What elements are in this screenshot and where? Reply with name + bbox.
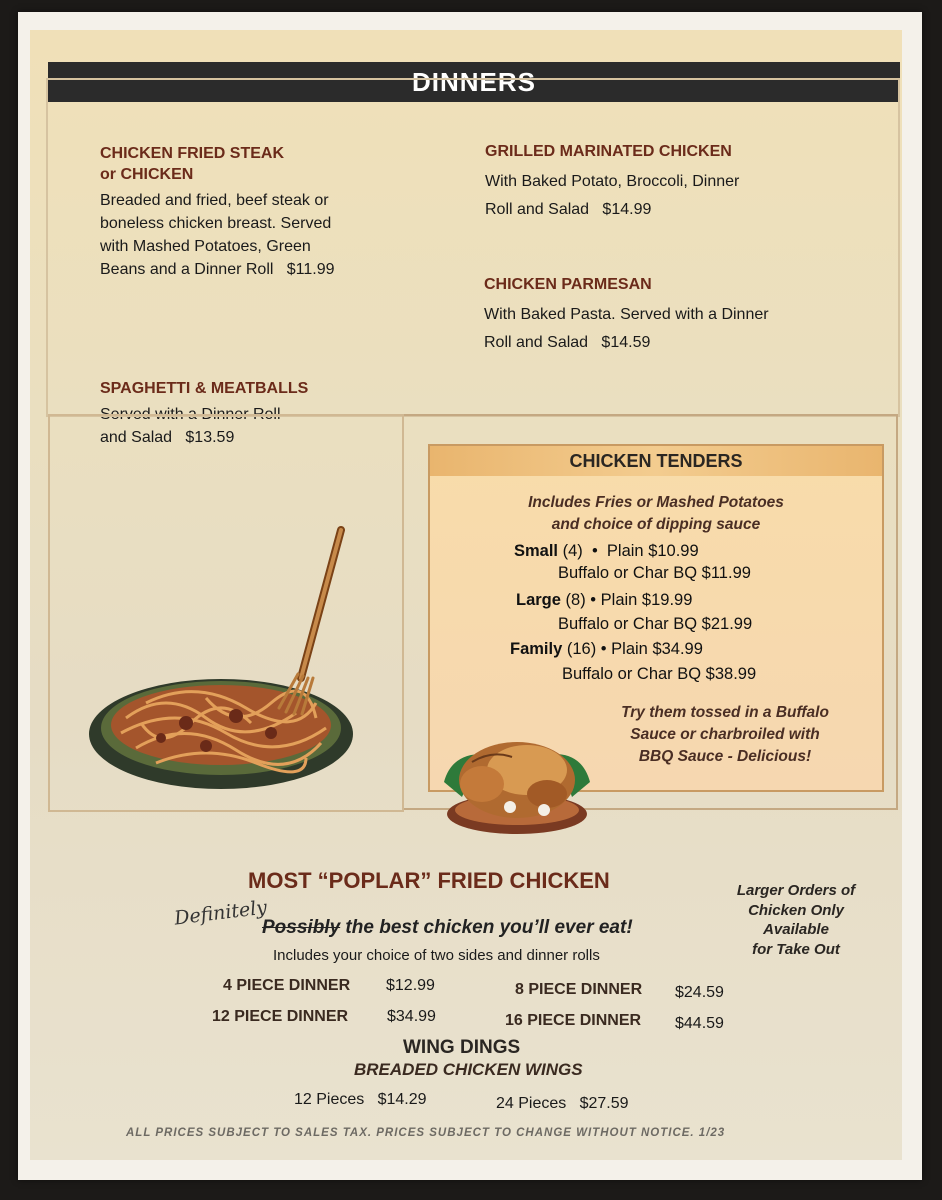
menu-sheet [30, 30, 902, 1160]
plain-price: Plain $19.99 [600, 591, 693, 609]
dinner-name: 4 PIECE DINNER [223, 977, 351, 994]
fried-chicken-includes: Includes your choice of two sides and dinner rolls [273, 947, 600, 964]
size-large-buffalo: Buffalo or Char BQ $21.99 [558, 615, 753, 633]
dish-name-line: CHICKEN FRIED STEAK [100, 145, 285, 162]
larger-orders-note [716, 881, 876, 959]
plain-price: Plain $34.99 [611, 640, 703, 658]
dish-price: $14.59 [601, 334, 651, 351]
desc-line: With Baked Potato, Broccoli, Dinner [485, 173, 740, 190]
footer-disclaimer: ALL PRICES SUBJECT TO SALES TAX. PRICES SUBJECT TO CHANGE WITHOUT NOTICE. 1/23 [126, 1127, 726, 1139]
top-frame [46, 78, 900, 417]
page-title: DINNERS [48, 62, 900, 102]
try-line: Sauce or charbroiled with [630, 726, 820, 743]
note-line: Available [763, 921, 829, 938]
tenders-try [580, 702, 870, 768]
dinner-price: $44.59 [675, 1015, 724, 1032]
dish-name: GRILLED MARINATED CHICKEN [485, 143, 732, 160]
desc-text: Roll and Salad [484, 334, 589, 351]
dish-price: $11.99 [286, 261, 335, 278]
size-family-buffalo: Buffalo or Char BQ $38.99 [562, 665, 757, 683]
note-line: Larger Orders of [736, 882, 856, 899]
size-count: (8) [565, 591, 586, 609]
desc-line: boneless chicken breast. Served [100, 215, 332, 232]
dinner-name: 8 PIECE DINNER [515, 981, 643, 998]
tenders-includes [430, 492, 882, 536]
dish-name: CHICKEN PARMESAN [484, 276, 652, 293]
wings-label: 12 Pieces [294, 1091, 365, 1108]
tagline-text: the best chicken you’ll ever eat! [340, 917, 633, 938]
struck-word: Possibly [262, 917, 341, 938]
wings-subtitle: BREADED CHICKEN WINGS [354, 1060, 583, 1079]
desc-line: with Mashed Potatoes, Green [100, 238, 311, 255]
desc-line: With Baked Pasta. Served with a Dinner [484, 306, 769, 323]
wings-price: $14.29 [377, 1091, 427, 1108]
dinner-price: $24.59 [675, 984, 724, 1001]
desc-text: Beans and a Dinner Roll [100, 261, 274, 278]
tenders-title: CHICKEN TENDERS [430, 446, 882, 476]
wings-option [294, 1091, 427, 1109]
wings-title: WING DINGS [403, 1037, 521, 1058]
includes-line: Includes Fries or Mashed Potatoes [528, 494, 784, 511]
wings-price: $27.59 [579, 1095, 629, 1112]
size-label: Large [516, 591, 561, 609]
spaghetti-plate-icon [86, 518, 366, 798]
size-family: Family (16) • Plain $34.99 [510, 640, 703, 658]
size-label: Small [514, 542, 559, 560]
desc-line: Breaded and fried, beef steak or [100, 192, 329, 209]
note-line: Chicken Only [748, 901, 844, 919]
size-count: (4) [562, 542, 583, 560]
try-line: BBQ Sauce - Delicious! [638, 748, 812, 765]
tagline [262, 917, 633, 939]
dish-name: SPAGHETTI & MEATBALLS [100, 380, 309, 397]
dinner-name: 16 PIECE DINNER [505, 1012, 642, 1029]
size-small: Small (4) • Plain $10.99 [514, 542, 699, 560]
wings-option [496, 1095, 629, 1113]
desc-text: Roll and Salad [485, 201, 590, 218]
dish-price: $13.59 [185, 429, 235, 446]
fried-chicken-title: MOST “POPLAR” FRIED CHICKEN [248, 868, 610, 893]
try-line: Try them tossed in a Buffalo [621, 704, 829, 721]
includes-line: and choice of dipping sauce [551, 516, 761, 533]
size-label: Family [510, 640, 563, 658]
size-large: Large (8) • Plain $19.99 [516, 591, 693, 609]
size-small-buffalo: Buffalo or Char BQ $11.99 [558, 564, 751, 582]
roast-chicken-icon [432, 702, 602, 842]
size-count: (16) [566, 640, 597, 658]
desc-line: Served with a Dinner Roll [100, 406, 281, 423]
dinner-name: 12 PIECE DINNER [212, 1008, 349, 1025]
dish-price: $14.99 [602, 201, 652, 218]
handwritten-definitely: Definitely [173, 896, 269, 930]
desc-text: and Salad [100, 429, 173, 446]
dinner-price: $12.99 [386, 977, 435, 994]
wings-label: 24 Pieces [496, 1095, 567, 1112]
plain-price: Plain $10.99 [606, 542, 699, 560]
dinner-price: $34.99 [387, 1008, 436, 1025]
dish-name-line: or CHICKEN [100, 166, 194, 183]
note-line: for Take Out [752, 940, 840, 958]
